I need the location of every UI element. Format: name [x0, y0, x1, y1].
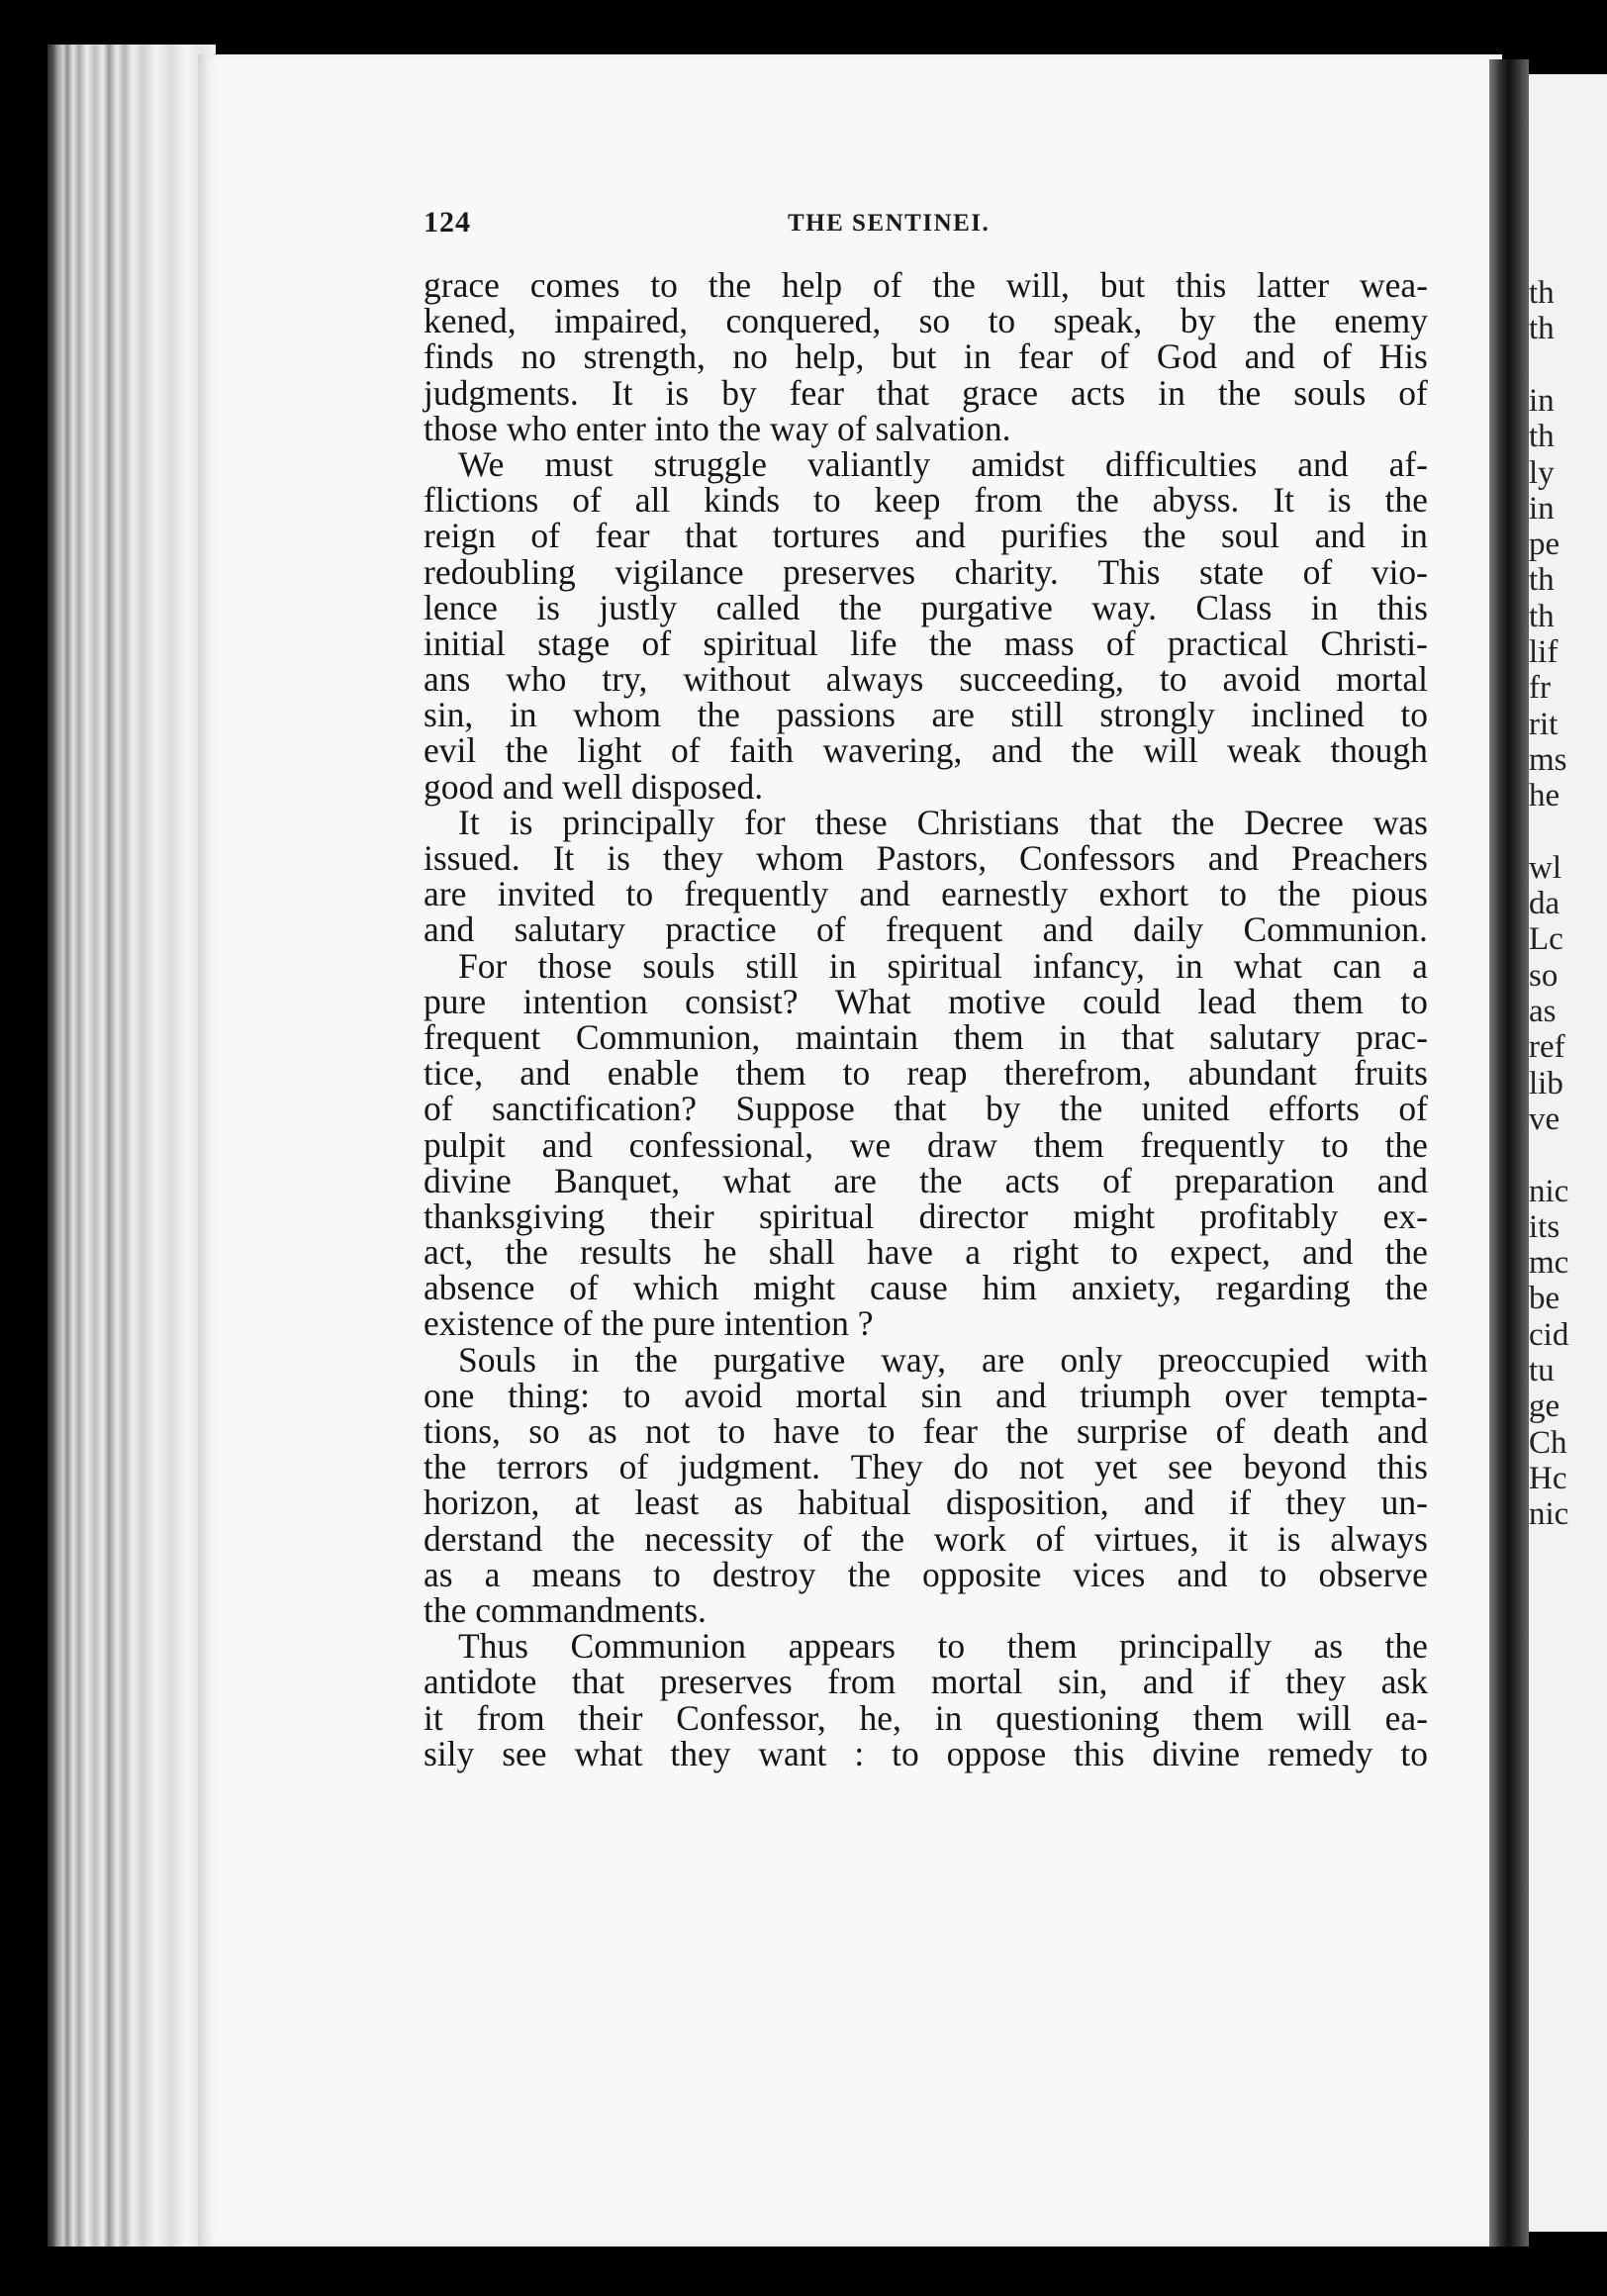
text-line: it from their Confessor, he, in questioning them will ea-	[424, 1697, 1428, 1738]
text-line: evil the light of faith wavering, and the will weak though	[424, 730, 1428, 771]
text-line: and salutary practice of frequent and daily Communion.	[424, 909, 1428, 950]
text-line: antidote that preserves from mortal sin, and if they ask	[424, 1662, 1428, 1702]
facing-page-fragment: rit	[1529, 706, 1559, 742]
text-line: are invited to frequently and earnestly exhort to the pious	[424, 874, 1428, 914]
body-text	[424, 267, 1428, 1771]
stacked-page-edges	[47, 45, 216, 2251]
text-line: lence is justly called the purgative way. Class in this	[424, 587, 1428, 627]
facing-page-fragment: wl	[1529, 849, 1561, 886]
text-line: flictions of all kinds to keep from the abyss. It is the	[424, 480, 1428, 521]
text-line: For those souls still in spiritual infancy, in what can a	[458, 945, 1428, 986]
text-line: initial stage of spiritual life the mass of practical Christi-	[424, 622, 1428, 663]
facing-page-fragment: pe	[1529, 526, 1560, 563]
facing-page-fragment: tu	[1529, 1353, 1555, 1388]
facing-page-fragment: in	[1529, 490, 1555, 526]
text-line: frequent Communion, maintain them in that salutary prac-	[424, 1016, 1428, 1057]
running-title: THE SENTINEI.	[788, 210, 991, 237]
text-line: judgments. It is by fear that grace acts in the souls of	[424, 372, 1428, 413]
text-line: pulpit and confessional, we draw them frequently to the	[424, 1124, 1428, 1165]
text-line: grace comes to the help of the will, but this latter wea-	[424, 265, 1428, 305]
facing-page-fragment: ly	[1529, 454, 1555, 491]
text-line: existence of the pure intention ?	[424, 1303, 874, 1344]
text-line: as a means to destroy the opposite vices and to observe	[424, 1554, 1428, 1594]
book-gutter	[1489, 59, 1529, 2251]
text-line: tice, and enable them to reap therefrom, abundant fruits	[424, 1053, 1428, 1094]
facing-page-fragment: ve	[1529, 1100, 1560, 1137]
text-line: redoubling vigilance preserves charity. This state of vio-	[424, 551, 1428, 592]
text-line: thanksgiving their spiritual director might profitably ex-	[424, 1196, 1428, 1236]
text-line: pure intention consist? What motive could lead them to	[424, 981, 1428, 1021]
text-line: divine Banquet, what are the acts of preparation and	[424, 1160, 1428, 1200]
text-line: act, the results he shall have a right to expect, and the	[424, 1232, 1428, 1273]
text-line: sily see what they want : to oppose this divine remedy to	[424, 1733, 1428, 1773]
facing-page-fragment: th	[1529, 311, 1555, 347]
text-line: one thing: to avoid mortal sin and triumph over tempta-	[424, 1375, 1428, 1415]
page-header	[424, 206, 1423, 249]
text-line: horizon, at least as habitual disposition, and if they un-	[424, 1483, 1428, 1523]
facing-page-edge	[1529, 74, 1607, 2232]
facing-page-fragment: nic	[1529, 1496, 1569, 1533]
facing-page-fragment: th	[1529, 562, 1555, 599]
text-line: reign of fear that tortures and purifies the soul and in	[424, 516, 1428, 556]
facing-page-fragment: he	[1529, 778, 1560, 814]
facing-page-fragment: lib	[1529, 1065, 1563, 1101]
text-line: good and well disposed.	[424, 766, 764, 807]
facing-page-fragment: th	[1529, 275, 1555, 311]
text-line: It is principally for these Christians that the Decree was	[458, 802, 1428, 842]
facing-page-fragment: th	[1529, 598, 1555, 634]
text-line: sin, in whom the passions are still strongly inclined to	[424, 695, 1428, 735]
scan-border-top	[0, 0, 1607, 54]
text-line: of sanctification? Suppose that by the united efforts of	[424, 1089, 1428, 1129]
text-line: tions, so as not to have to fear the surprise of death and	[424, 1411, 1428, 1451]
text-line: finds no strength, no help, but in fear of God and of His	[424, 336, 1428, 377]
facing-page-fragment: Lc	[1529, 921, 1563, 958]
facing-page-fragment: in	[1529, 382, 1555, 419]
facing-page-fragment: Hc	[1529, 1460, 1567, 1496]
text-line: absence of which might cause him anxiety, regarding the	[424, 1268, 1428, 1308]
facing-page-fragment: as	[1529, 994, 1557, 1029]
page-number: 124	[424, 206, 471, 239]
facing-page-fragment: its	[1529, 1208, 1560, 1245]
facing-page-fragment: be	[1529, 1281, 1560, 1317]
text-line: Souls in the purgative way, are only preoccupied with	[458, 1339, 1428, 1380]
facing-page-fragment: Ch	[1529, 1424, 1567, 1461]
facing-page-fragment: cid	[1529, 1316, 1569, 1353]
facing-page-fragment: da	[1529, 886, 1560, 922]
text-line: issued. It is they whom Pastors, Confessors and Preachers	[424, 838, 1428, 878]
text-line: ans who try, without always succeeding, to avoid mortal	[424, 659, 1428, 700]
text-line: those who enter into the way of salvation.	[424, 408, 1011, 448]
facing-page-fragment: so	[1529, 957, 1559, 994]
text-line: the commandments.	[424, 1589, 707, 1630]
facing-page-fragment: ms	[1529, 741, 1567, 778]
facing-page-fragment: th	[1529, 419, 1555, 455]
facing-page-fragment: ref	[1529, 1029, 1565, 1066]
text-line: the terrors of judgment. They do not yet see beyond this	[424, 1447, 1428, 1487]
facing-page-fragment: lif	[1529, 634, 1559, 670]
text-line: Thus Communion appears to them principally as the	[458, 1626, 1428, 1667]
facing-page-fragment: fr	[1529, 670, 1551, 707]
text-line: derstand the necessity of the work of virtues, it is always	[424, 1518, 1428, 1559]
facing-page-fragment: mc	[1529, 1245, 1569, 1282]
facing-page-fragment: nic	[1529, 1173, 1569, 1209]
text-line: kened, impaired, conquered, so to speak, by the enemy	[424, 301, 1428, 341]
scan-border-bottom	[0, 2247, 1607, 2296]
text-line: We must struggle valiantly amidst difficulties and af-	[458, 443, 1428, 484]
facing-page-fragment: ge	[1529, 1388, 1560, 1425]
